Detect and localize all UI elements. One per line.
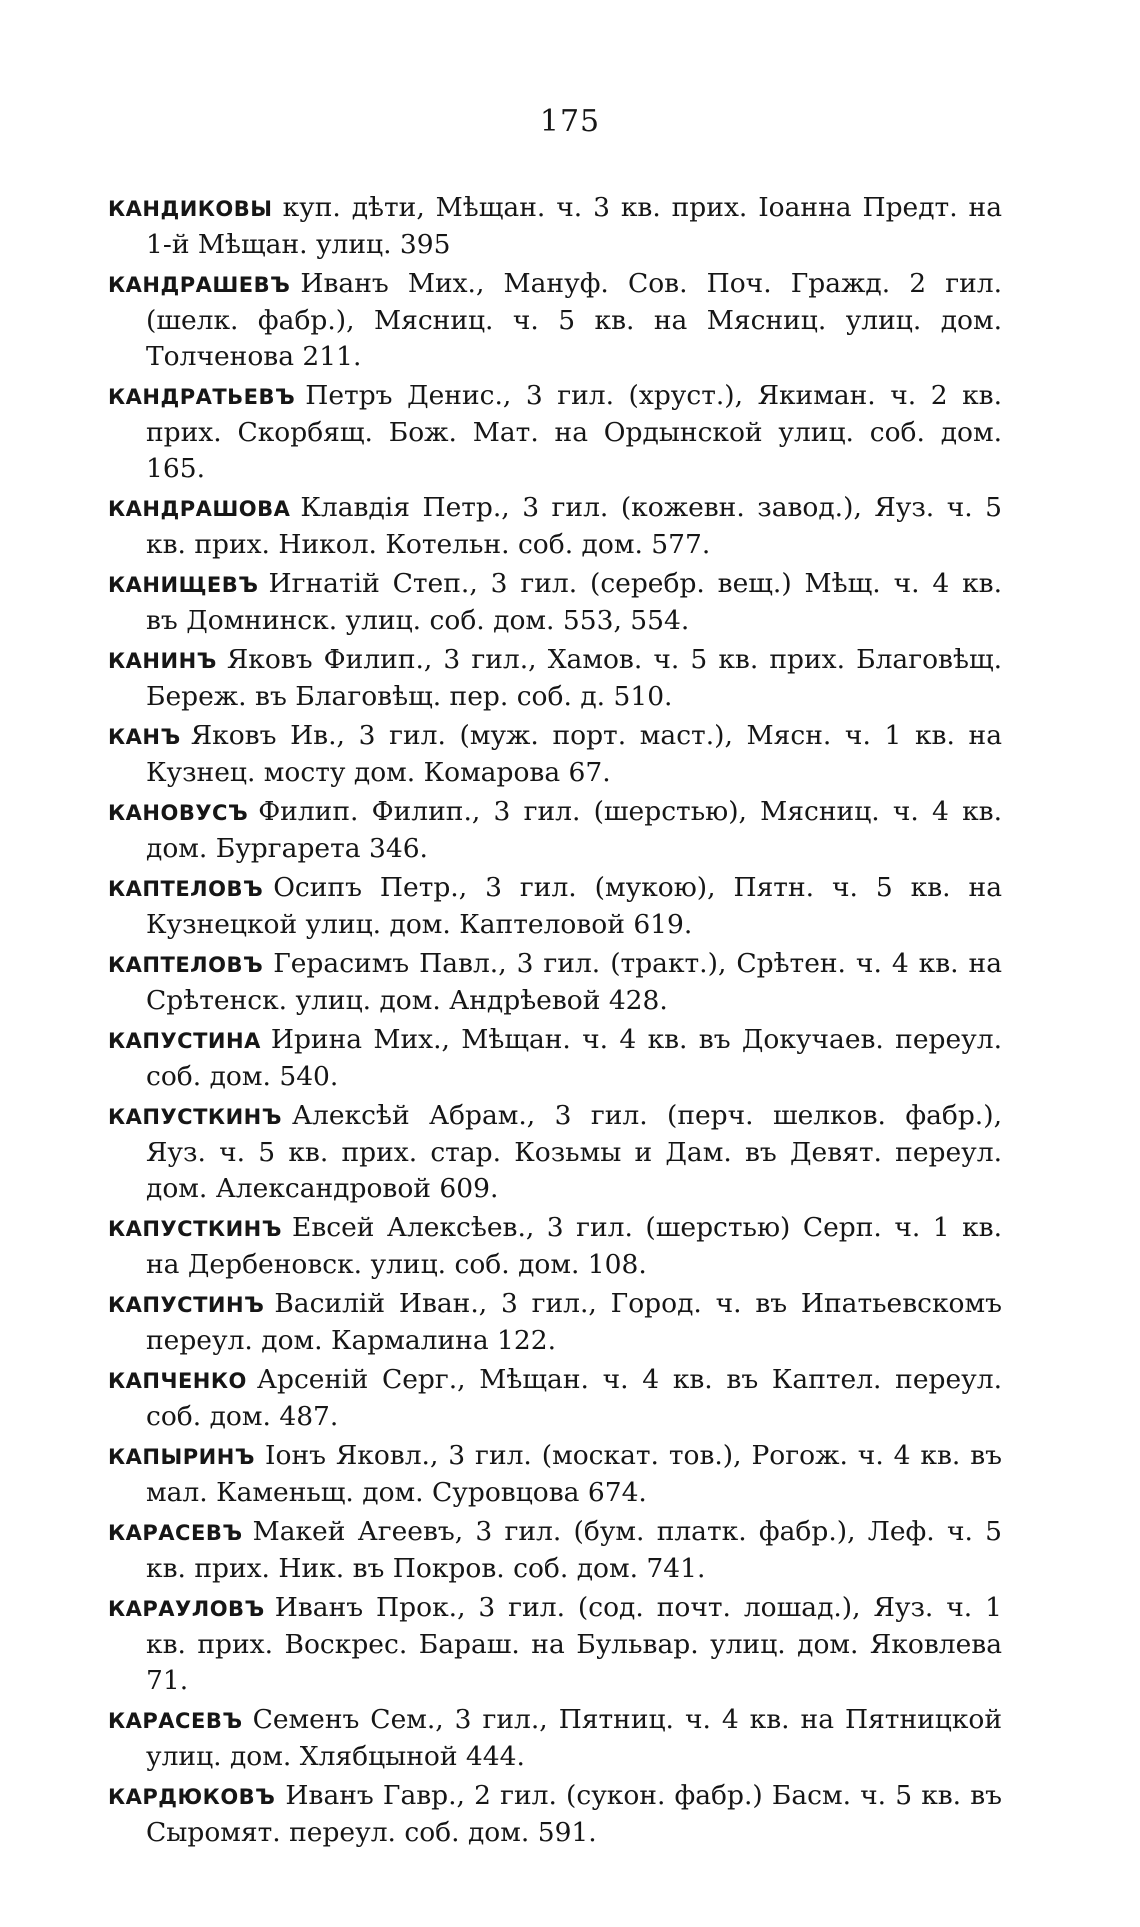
entry-surname: КАНИНЪ: [108, 649, 217, 673]
entry-surname: КАПУСТКИНЪ: [108, 1105, 282, 1129]
directory-entry: [108, 266, 1002, 375]
entry-surname: КАНОВУСЪ: [108, 801, 249, 825]
entry-details: Макей Агеевъ, 3 гил. (бум. платк. фабр.), Леф. ч. 5 кв. прих. Ник. въ Покров. соб. дом. 741.: [146, 1516, 1002, 1584]
directory-entry: [108, 566, 1002, 639]
entry-surname: КАНДРАШОВА: [108, 497, 291, 521]
directory-entry: [108, 642, 1002, 715]
entry-details: Ирина Мих., Мѣщан. ч. 4 кв. въ Докучаев. переул. соб. дом. 540.: [146, 1024, 1002, 1092]
entry-surname: КАРАСЕВЪ: [108, 1709, 243, 1733]
entry-details: Арсеній Серг., Мѣщан. ч. 4 кв. въ Каптел. переул. соб. дом. 487.: [146, 1364, 1002, 1432]
entry-details: Евсей Алексѣев., 3 гил. (шерстью) Серп. ч. 1 кв. на Дербеновск. улиц. соб. дом. 108.: [146, 1212, 1002, 1280]
directory-entry: [108, 1098, 1002, 1207]
directory-entry: [108, 794, 1002, 867]
entry-surname: КАНИЩЕВЪ: [108, 573, 259, 597]
entry-surname: КАРДЮКОВЪ: [108, 1785, 276, 1809]
entry-details: Осипъ Петр., 3 гил. (мукою), Пятн. ч. 5 кв. на Кузнецкой улиц. дом. Каптеловой 619.: [146, 872, 1002, 940]
directory-entry: [108, 1702, 1002, 1775]
entry-surname: КАНДРАТЬЕВЪ: [108, 385, 296, 409]
directory-entry: [108, 1286, 1002, 1359]
entry-details: Клавдія Петр., 3 гил. (кожевн. завод.), Яуз. ч. 5 кв. прих. Никол. Котельн. соб. дом. 577.: [146, 492, 1002, 560]
entry-surname: КАНДИКОВЫ: [108, 197, 273, 221]
entry-surname: КАПЫРИНЪ: [108, 1445, 256, 1469]
directory-entry: [108, 378, 1002, 487]
entry-surname: КАРАСЕВЪ: [108, 1521, 243, 1545]
directory-entry: [108, 1210, 1002, 1283]
entry-details: Иванъ Прок., 3 гил. (сод. почт. лошад.), Яуз. ч. 1 кв. прих. Воскрес. Бараш. на Бульвар. улиц. дом. Яковлева 71.: [146, 1592, 1002, 1696]
directory-entries: [108, 190, 1002, 1854]
entry-details: Іонъ Яковл., 3 гил. (москат. тов.), Рогож. ч. 4 кв. въ мал. Каменьщ. дом. Суровцова 674.: [146, 1440, 1002, 1508]
entry-details: Алексѣй Абрам., 3 гил. (перч. шелков. фабр.), Яуз. ч. 5 кв. прих. стар. Козьмы и Дам. въ Девят. переул. дом. Александровой 609.: [146, 1100, 1002, 1204]
entry-surname: КАНЪ: [108, 725, 181, 749]
directory-entry: [108, 1438, 1002, 1511]
entry-details: Петръ Денис., 3 гил. (хруст.), Якиман. ч. 2 кв. прих. Скорбящ. Бож. Мат. на Ордынской улиц. соб. дом. 165.: [146, 380, 1002, 484]
entry-details: Семенъ Сем., 3 гил., Пятниц. ч. 4 кв. на Пятницкой улиц. дом. Хлябцыной 444.: [146, 1704, 1002, 1772]
page-number: 175: [539, 104, 601, 139]
entry-details: Василій Иван., 3 гил., Город. ч. въ Ипатьевскомъ переул. дом. Кармалина 122.: [146, 1288, 1002, 1356]
entry-details: Иванъ Гавр., 2 гил. (сукон. фабр.) Басм. ч. 5 кв. въ Сыромят. переул. соб. дом. 591.: [146, 1780, 1002, 1848]
entry-surname: КАПУСТКИНЪ: [108, 1217, 282, 1241]
entry-details: куп. дѣти, Мѣщан. ч. 3 кв. прих. Іоанна Предт. на 1-й Мѣщан. улиц. 395: [146, 192, 1002, 260]
entry-surname: КАПТЕЛОВЪ: [108, 953, 264, 977]
directory-entry: [108, 1590, 1002, 1699]
directory-entry: [108, 490, 1002, 563]
entry-details: Игнатій Степ., 3 гил. (серебр. вещ.) Мѣщ. ч. 4 кв. въ Домнинск. улиц. соб. дом. 553, 554.: [146, 568, 1002, 636]
directory-entry: [108, 870, 1002, 943]
entry-surname: КАПТЕЛОВЪ: [108, 877, 264, 901]
entry-surname: КАПЧЕНКО: [108, 1369, 247, 1393]
entry-surname: КАРАУЛОВЪ: [108, 1597, 265, 1621]
entry-details: Герасимъ Павл., 3 гил. (тракт.), Срѣтен. ч. 4 кв. на Срѣтенск. улиц. дом. Андрѣевой 428.: [146, 948, 1002, 1016]
directory-entry: [108, 1022, 1002, 1095]
entry-details: Филип. Филип., 3 гил. (шерстью), Мясниц. ч. 4 кв. дом. Бургарета 346.: [146, 796, 1002, 864]
directory-entry: [108, 190, 1002, 263]
entry-surname: КАНДРАШЕВЪ: [108, 273, 291, 297]
entry-surname: КАПУСТИНА: [108, 1029, 261, 1053]
directory-entry: [108, 1362, 1002, 1435]
entry-surname: КАПУСТИНЪ: [108, 1293, 265, 1317]
entry-details: Иванъ Мих., Мануф. Сов. Поч. Гражд. 2 гил. (шелк. фабр.), Мясниц. ч. 5 кв. на Мясниц. улиц. дом. Толченова 211.: [146, 268, 1002, 372]
entry-details: Яковъ Филип., 3 гил., Хамов. ч. 5 кв. прих. Благовѣщ. Береж. въ Благовѣщ. пер. соб. д. 510.: [146, 644, 1002, 712]
directory-entry: [108, 718, 1002, 791]
directory-entry: [108, 1778, 1002, 1851]
directory-entry: [108, 1514, 1002, 1587]
directory-entry: [108, 946, 1002, 1019]
entry-details: Яковъ Ив., 3 гил. (муж. порт. маст.), Мясн. ч. 1 кв. на Кузнец. мосту дом. Комарова 67.: [146, 720, 1002, 788]
